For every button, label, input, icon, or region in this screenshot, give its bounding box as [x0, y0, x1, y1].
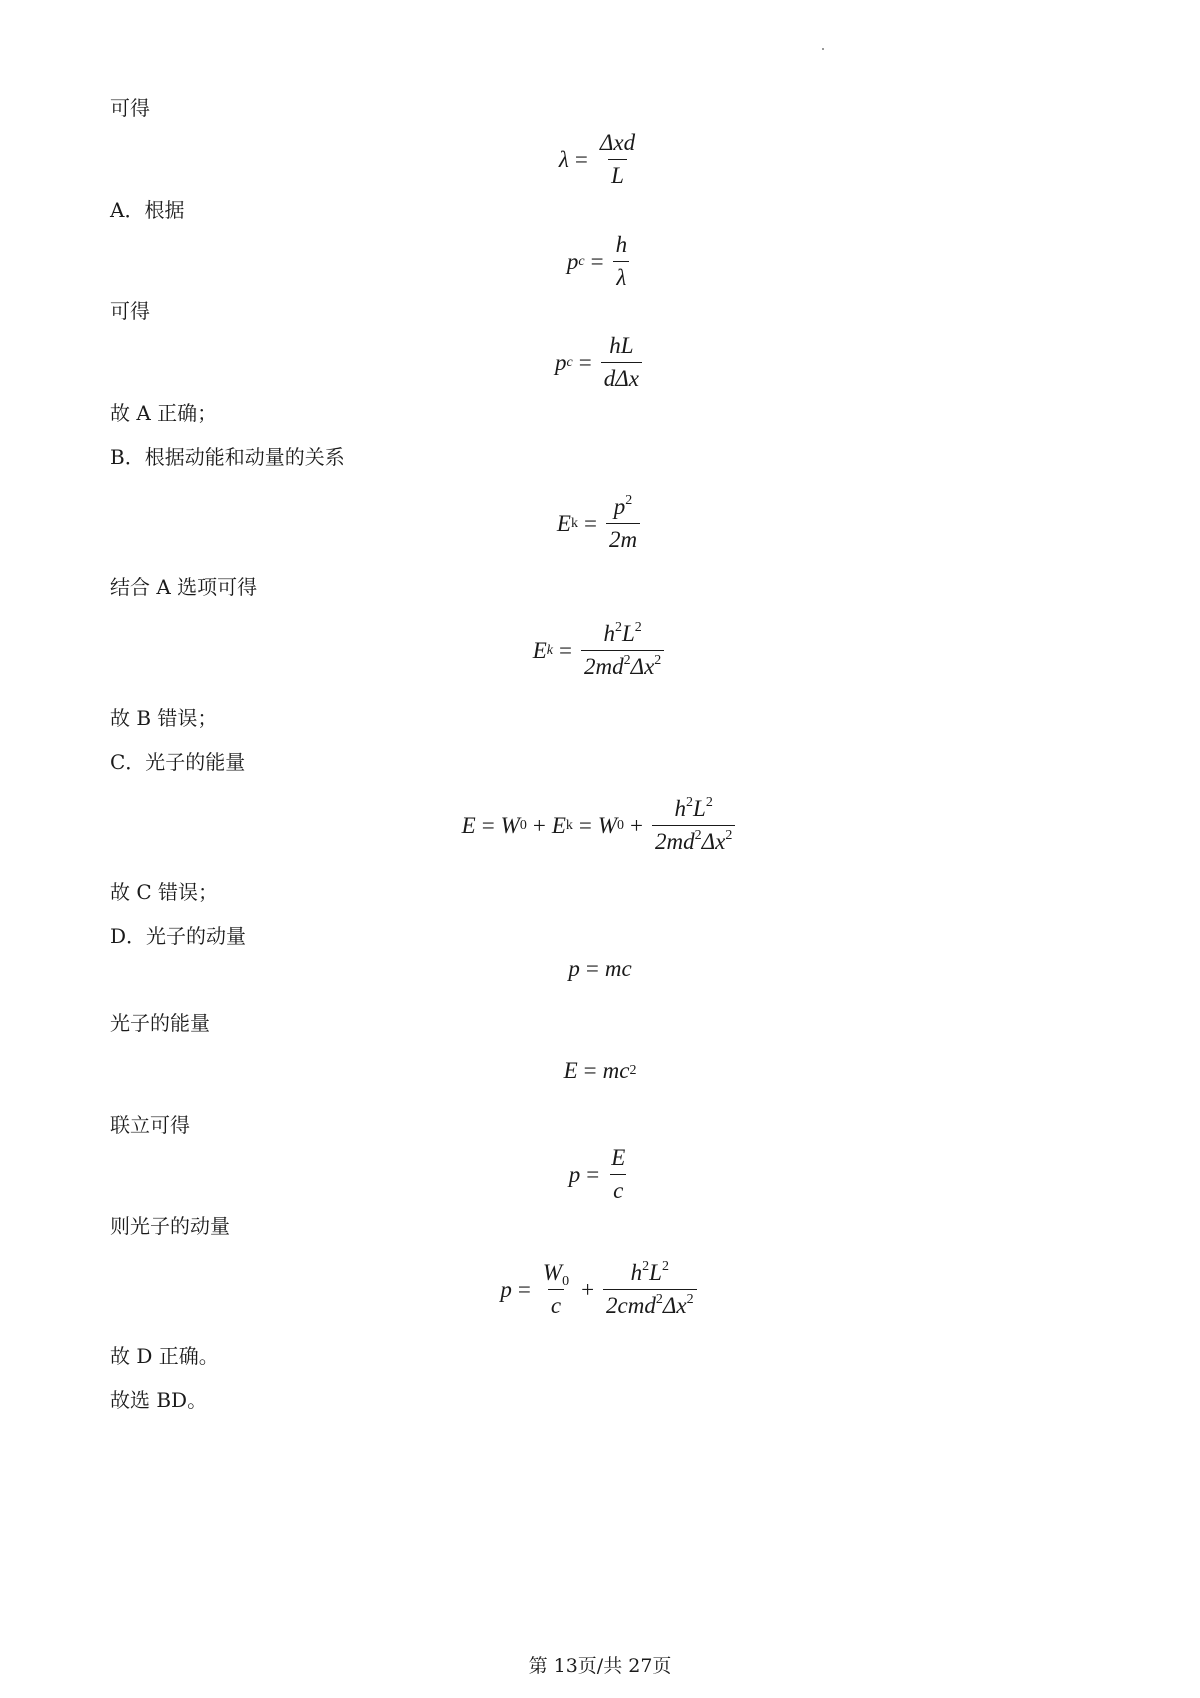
text-line: 则光子的动量 — [110, 1214, 230, 1238]
text-line: 光子的能量 — [110, 1011, 210, 1035]
text-line: B．根据动能和动量的关系 — [110, 445, 345, 469]
text-line: A．根据 — [110, 198, 185, 222]
text-line: 结合 A 选项可得 — [110, 575, 258, 599]
text-line: C．光子的能量 — [110, 750, 246, 774]
text-line: 联立可得 — [110, 1113, 190, 1137]
equation-photon-energy: E = W 0 + E k = W 0 + $\frac{h^2L^2}{2md^2\Delta x^2}$ — [0, 796, 1200, 855]
scan-dot — [822, 48, 824, 50]
text-line: 可得 — [110, 299, 150, 323]
equation-final-momentum: p = $\frac{W_0}{c}$ + $\frac{h^2L^2}{2cmd^2\Delta x^2}$ — [0, 1260, 1200, 1319]
text-line: 故 C 错误； — [110, 880, 219, 904]
equation-momentum-def: p c = $\frac{h}{\lambda}$ — [0, 232, 1200, 291]
equation-p-equals-e-over-c: p = $\frac{E}{c}$ — [568, 1145, 626, 1203]
text-line: 故选 BD。 — [110, 1388, 208, 1412]
text-line: 故 A 正确； — [110, 401, 218, 425]
page-footer: 第 13页/共 27页 — [528, 1655, 672, 1677]
text-line: 可得 — [110, 96, 150, 120]
equation-photon-momentum: p = mc — [568, 956, 632, 981]
equation-momentum-result: p c = $\frac{hL}{\text{dΔx}}$ — [0, 333, 1200, 392]
text-line: 故 D 正确。 — [110, 1344, 219, 1368]
text-line: D．光子的动量 — [110, 924, 247, 948]
equation-wavelength: λ = $\frac{\text{Δxd}}{L}$ — [558, 130, 636, 188]
equation-mass-energy: E = mc 2 — [563, 1058, 637, 1083]
text-line: 故 B 错误； — [110, 706, 218, 730]
equation-kinetic-energy: E k = $\frac{p^2}{2m}$ — [0, 494, 1200, 553]
equation-kinetic-energy-result: E k = $\frac{h^2L^2}{2md^2\Delta x^2}$ — [0, 621, 1200, 680]
